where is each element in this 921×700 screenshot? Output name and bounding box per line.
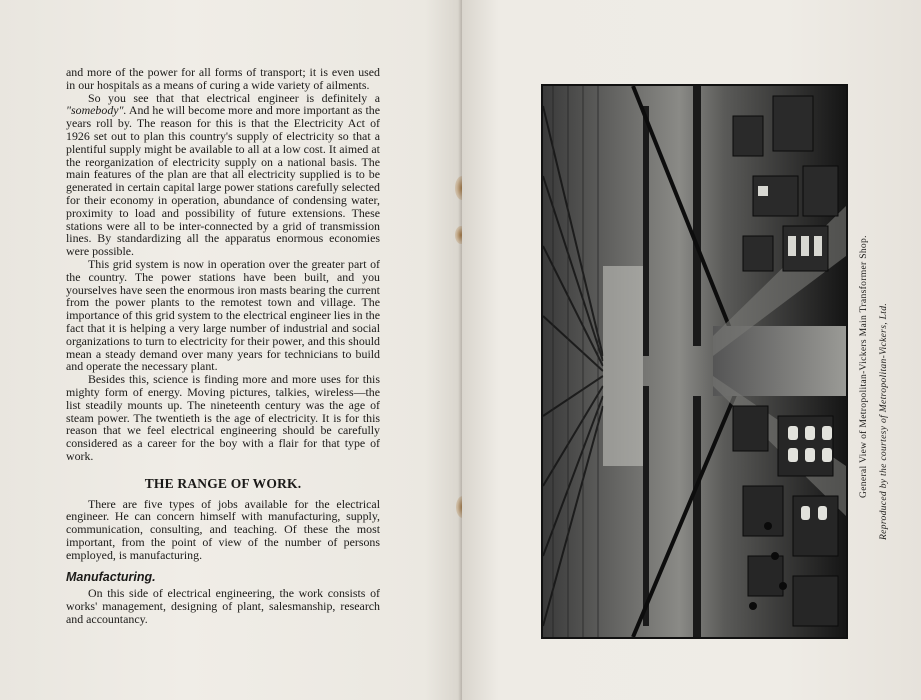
factory-photo <box>541 84 848 639</box>
photo-caption-block <box>854 88 904 628</box>
section-heading: THE RANGE OF WORK. <box>144 475 302 491</box>
paragraph: This grid system is now in operation over the greater part of the country. The power stations have been built, and you yourselves have seen the enormous iron masts bearing the current from the power plants to the remotest town and village. The importance of this grid system to the electrical engineer lies in the fact that it is helping a very large number of industrial and social organizations to turn to electricity for their power, and this should mean a steady demand over many years for technicians to build and operate the necessary plant. <box>66 256 381 374</box>
paragraph: Besides this, science is finding more and more uses for this mighty form of energy. Moving pictures, talkies, wireless—the list steadily mounts up. The nineteenth century was the age of steam power. The twentieth is the age of electricity. It is for this reason that we feel electrical engineering should be carefully considered as a career for the boy with a flair for that type of work. <box>66 372 380 463</box>
paragraph: On this side of electrical engineering, the work consists of works' management, designing of plant, salesmanship, research and accountancy. <box>66 586 380 626</box>
photo-credit: Reproduced by the courtesy of Metropolitan-Vickers, Ltd. <box>878 302 889 540</box>
paragraph: and more of the power for all forms of transport; it is even used in our hospitals as a means of curing a wide variety of ailments. <box>66 65 380 92</box>
paragraph: So you see that that electrical engineer is definitely a "somebody". And he will become more and more important as the years roll by. The reason for this is that the Electricity Act of 1926 set out to plan this country's supply of electricity so that a plentiful supply might be available to all at a low cost. It aimed at the reorganization of electricity supply on a national basis. The main features of the plan are that all electricity supplied is to be generated in certain capital large power stations carefully selected for their economy in operation, abundance of condensing water, proximity to load and possibility of future extensions. These stations were all to be inter-connected by a grid of transmission lines. By standardizing all the apparatus enormous economies were possible. <box>66 90 380 259</box>
paragraph: There are five types of jobs available for the electrical engineer. He can concern himself with manufacturing, supply, communication, consulting, and teaching. Of these the most important, from the point of view of the number of persons employed, is manufacturing. <box>66 496 380 562</box>
subsection-heading: Manufacturing. <box>66 570 156 585</box>
emphasis-somebody: "somebody". <box>66 103 127 118</box>
body-text-column <box>66 66 380 626</box>
transformer-shop-photo-icon <box>543 86 846 637</box>
photo-caption: General View of Metropolitan-Vickers Main Transformer Shop. <box>858 235 869 498</box>
